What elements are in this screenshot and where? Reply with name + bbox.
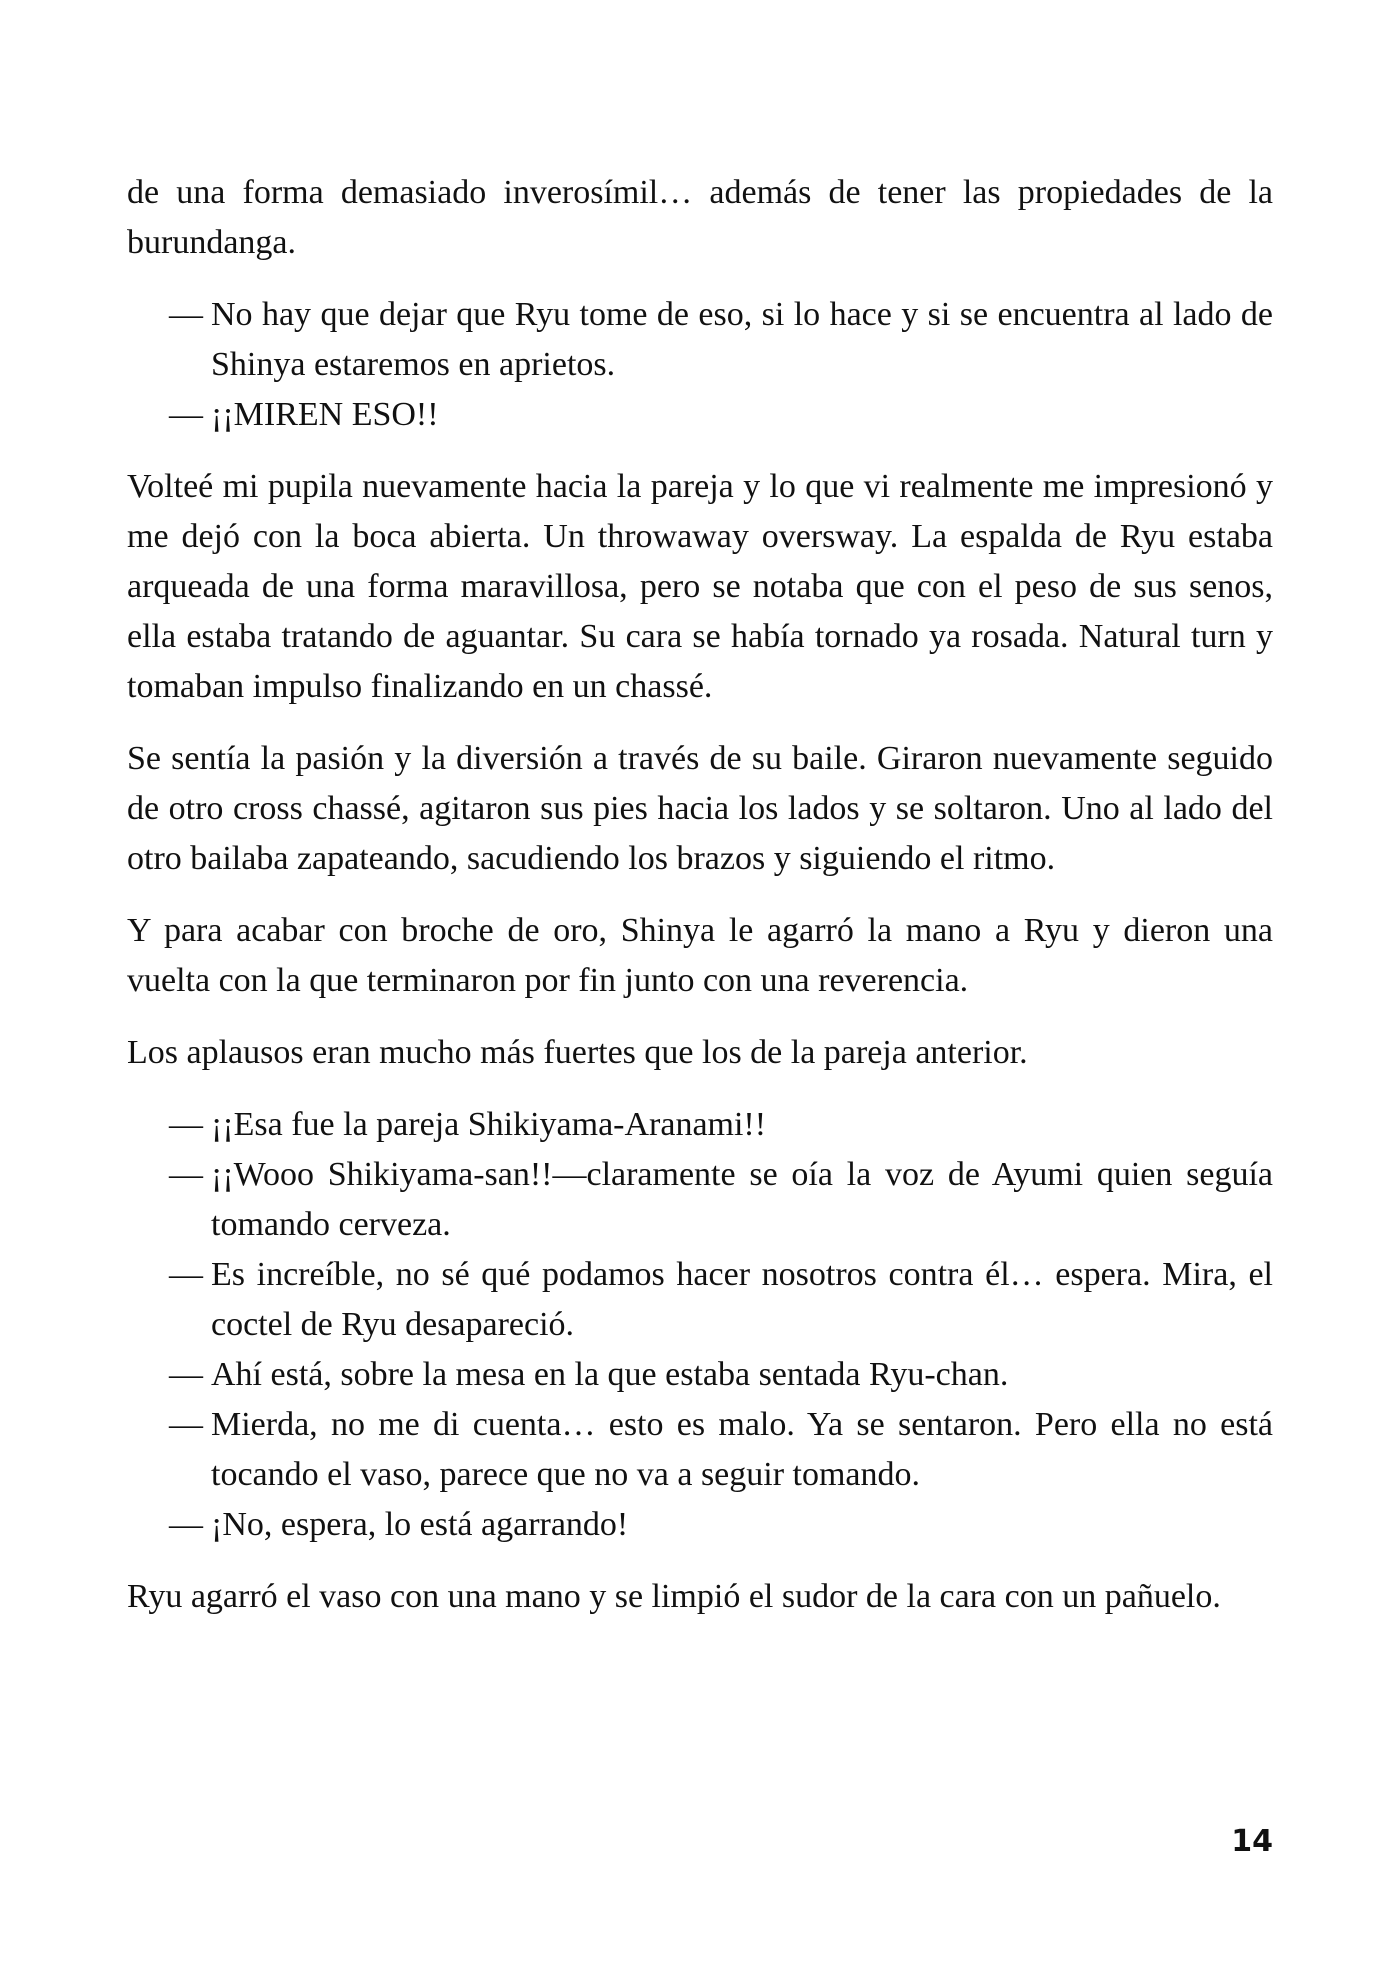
dialogue-text: ¡¡MIREN ESO!!	[211, 396, 439, 433]
paragraph: Se sentía la pasión y la diversión a través de su baile. Giraron nuevamente seguido de otro cross chassé, agitaron sus pies hacia los lados y se soltaron. Uno al lado del otro bailaba zapateando, sacudiendo los brazos y siguiendo el ritmo.	[127, 740, 1273, 877]
em-dash: —	[169, 396, 203, 433]
em-dash: —	[169, 296, 203, 333]
paragraph: Ryu agarró el vaso con una mano y se limpió el sudor de la cara con un pañuelo.	[127, 1578, 1221, 1615]
em-dash: —	[169, 1506, 203, 1543]
dialogue-line	[127, 1150, 1273, 1250]
dialogue-line	[127, 1400, 1273, 1500]
dialogue-line	[127, 1500, 1273, 1550]
dialogue-group	[127, 290, 1273, 440]
dialogue-text: Ahí está, sobre la mesa en la que estaba sentada Ryu-chan.	[211, 1356, 1009, 1393]
em-dash: —	[169, 1106, 203, 1143]
dialogue-text: Es increíble, no sé qué podamos hacer nosotros contra él… espera. Mira, el coctel de Ryu desapareció.	[211, 1256, 1273, 1343]
paragraph: de una forma demasiado inverosímil… además de tener las propiedades de la burundanga.	[127, 174, 1273, 261]
dialogue-group	[127, 1100, 1273, 1550]
dialogue-line	[127, 290, 1273, 390]
dialogue-text: ¡¡Wooo Shikiyama-san!!—claramente se oía la voz de Ayumi quien seguía tomando cerveza.	[211, 1156, 1273, 1243]
em-dash: —	[169, 1256, 203, 1293]
dialogue-text: Mierda, no me di cuenta… esto es malo. Ya se sentaron. Pero ella no está tocando el vaso, parece que no va a seguir tomando.	[211, 1406, 1273, 1493]
paragraph: Los aplausos eran mucho más fuertes que los de la pareja anterior.	[127, 1034, 1028, 1071]
paragraph: Volteé mi pupila nuevamente hacia la pareja y lo que vi realmente me impresionó y me dejó con la boca abierta. Un throwaway oversway. La espalda de Ryu estaba arqueada de una forma maravillosa, pero se notaba que con el peso de sus senos, ella estaba tratando de aguantar. Su cara se había tornado ya rosada. Natural turn y tomaban impulso finalizando en un chassé.	[127, 468, 1273, 705]
page-number: 14	[1231, 1824, 1273, 1859]
dialogue-line	[127, 1250, 1273, 1350]
em-dash: —	[169, 1156, 203, 1193]
dialogue-text: No hay que dejar que Ryu tome de eso, si lo hace y si se encuentra al lado de Shinya estaremos en aprietos.	[211, 296, 1273, 383]
em-dash: —	[169, 1356, 203, 1393]
page-body-text	[127, 168, 1273, 1644]
dialogue-text: ¡¡Esa fue la pareja Shikiyama-Aranami!!	[211, 1106, 767, 1143]
dialogue-line	[127, 1100, 1273, 1150]
dialogue-line	[127, 390, 1273, 440]
dialogue-line	[127, 1350, 1273, 1400]
em-dash: —	[169, 1406, 203, 1443]
dialogue-text: ¡No, espera, lo está agarrando!	[211, 1506, 629, 1543]
paragraph: Y para acabar con broche de oro, Shinya le agarró la mano a Ryu y dieron una vuelta con la que terminaron por fin junto con una reverencia.	[127, 912, 1273, 999]
